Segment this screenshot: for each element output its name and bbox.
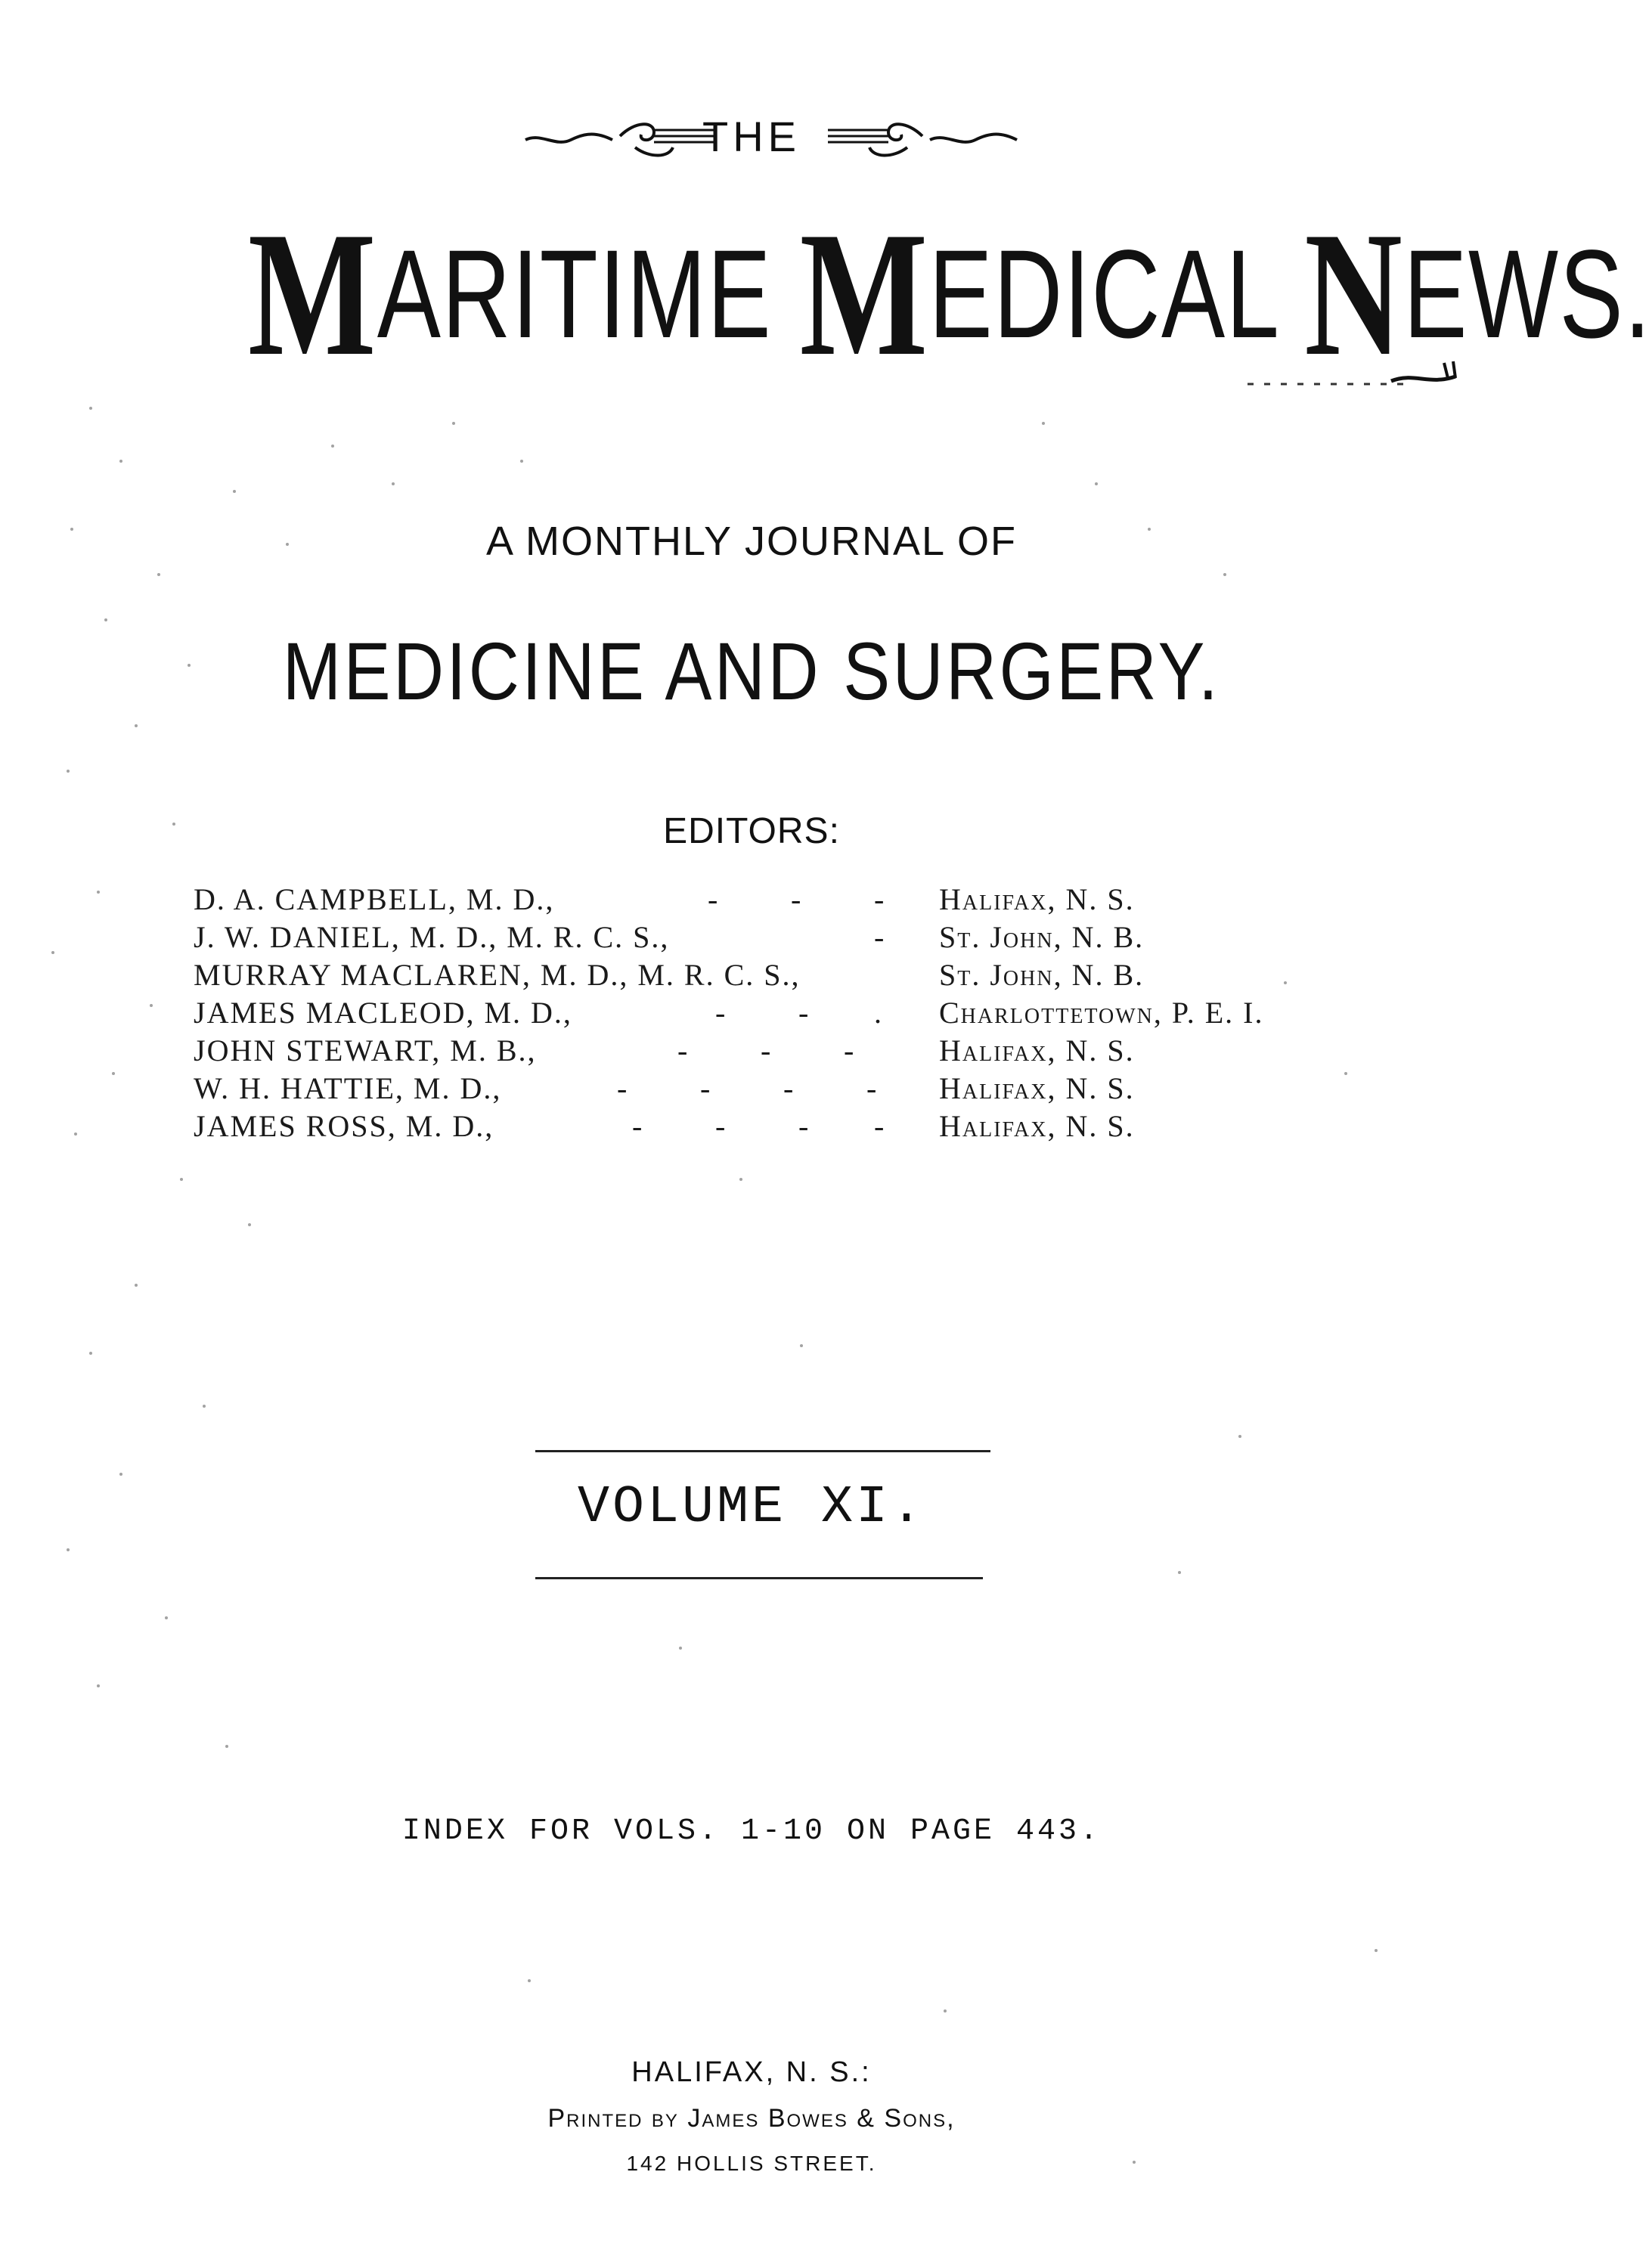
the-label: THE xyxy=(702,113,801,160)
editor-location: St. John, N. B. xyxy=(939,958,1145,992)
leader-dash: - xyxy=(617,1071,629,1105)
editor-row xyxy=(194,1108,1373,1145)
imprint-printer: Printed by James Bowes & Sons, xyxy=(547,2104,956,2133)
editor-row xyxy=(194,956,1373,994)
leader-dash: - xyxy=(677,1033,690,1067)
masthead xyxy=(0,196,1652,393)
editor-location: Halifax, N. S. xyxy=(939,1071,1135,1105)
leader-dash: - xyxy=(700,1071,712,1105)
editors-list xyxy=(194,881,1373,1145)
editor-location: Halifax, N. S. xyxy=(939,1033,1135,1067)
title-word-maritime: ARITIME xyxy=(377,225,800,364)
leader-dash: . xyxy=(874,996,883,1030)
title-initial-n: N xyxy=(1304,196,1404,393)
subtitle-medicine-and-surgery: MEDICINE AND SURGERY. xyxy=(282,625,1221,717)
editor-row xyxy=(194,881,1373,919)
leader-dash: - xyxy=(844,1033,856,1067)
leader-dash: - xyxy=(761,1033,773,1067)
leader-dash: - xyxy=(715,996,727,1030)
leader-dash: - xyxy=(708,882,720,916)
right-flourish-icon xyxy=(824,106,1021,166)
masthead-underline-icon xyxy=(1240,355,1467,401)
editor-location: St. John, N. B. xyxy=(939,920,1145,954)
volume-top-rule xyxy=(535,1450,990,1452)
leader-dash: - xyxy=(874,920,886,954)
editor-row xyxy=(194,1032,1373,1070)
leader-dash: - xyxy=(866,1071,879,1105)
editor-row xyxy=(194,919,1373,956)
leader-dash: - xyxy=(874,882,886,916)
volume-number: VOLUME XI. xyxy=(577,1478,926,1538)
title-ornament xyxy=(0,106,1503,166)
subtitle: A MONTHLY JOURNAL OF xyxy=(485,519,1018,564)
editor-name: JAMES ROSS, M. D., xyxy=(194,1109,494,1143)
title-initial-m: M xyxy=(248,196,377,393)
editor-location: Halifax, N. S. xyxy=(939,1109,1135,1143)
editor-row xyxy=(194,1070,1373,1108)
leader-dash: - xyxy=(791,882,803,916)
editor-name: JOHN STEWART, M. B., xyxy=(194,1033,537,1067)
leader-dash: - xyxy=(632,1109,644,1143)
journal-title xyxy=(248,196,1652,393)
title-word-news: EWS. xyxy=(1403,225,1652,364)
editor-name: D. A. CAMPBELL, M. D., xyxy=(194,882,555,916)
leader-dash: - xyxy=(874,1109,886,1143)
leader-dash: - xyxy=(798,1109,811,1143)
title-initial-m2: M xyxy=(799,196,929,393)
title-word-medical: EDICAL xyxy=(928,225,1305,364)
editor-location: Charlottetown, P. E. I. xyxy=(939,996,1264,1030)
editor-row xyxy=(194,994,1373,1032)
imprint-city: HALIFAX, N. S.: xyxy=(631,2056,872,2088)
leader-dash: - xyxy=(715,1109,727,1143)
imprint-address: 142 HOLLIS STREET. xyxy=(626,2152,877,2175)
editor-name: J. W. DANIEL, M. D., M. R. C. S., xyxy=(194,920,670,954)
editor-location: Halifax, N. S. xyxy=(939,882,1135,916)
editor-name: MURRAY MACLAREN, M. D., M. R. C. S., xyxy=(194,958,801,992)
index-note: INDEX FOR VOLS. 1-10 ON PAGE 443. xyxy=(401,1814,1102,1848)
editors-heading: EDITORS: xyxy=(663,811,840,851)
volume-bottom-rule xyxy=(535,1577,983,1579)
editor-name: W. H. HATTIE, M. D., xyxy=(194,1071,502,1105)
editor-name: JAMES MACLEOD, M. D., xyxy=(194,996,572,1030)
leader-dash: - xyxy=(798,996,811,1030)
leader-dash: - xyxy=(783,1071,795,1105)
